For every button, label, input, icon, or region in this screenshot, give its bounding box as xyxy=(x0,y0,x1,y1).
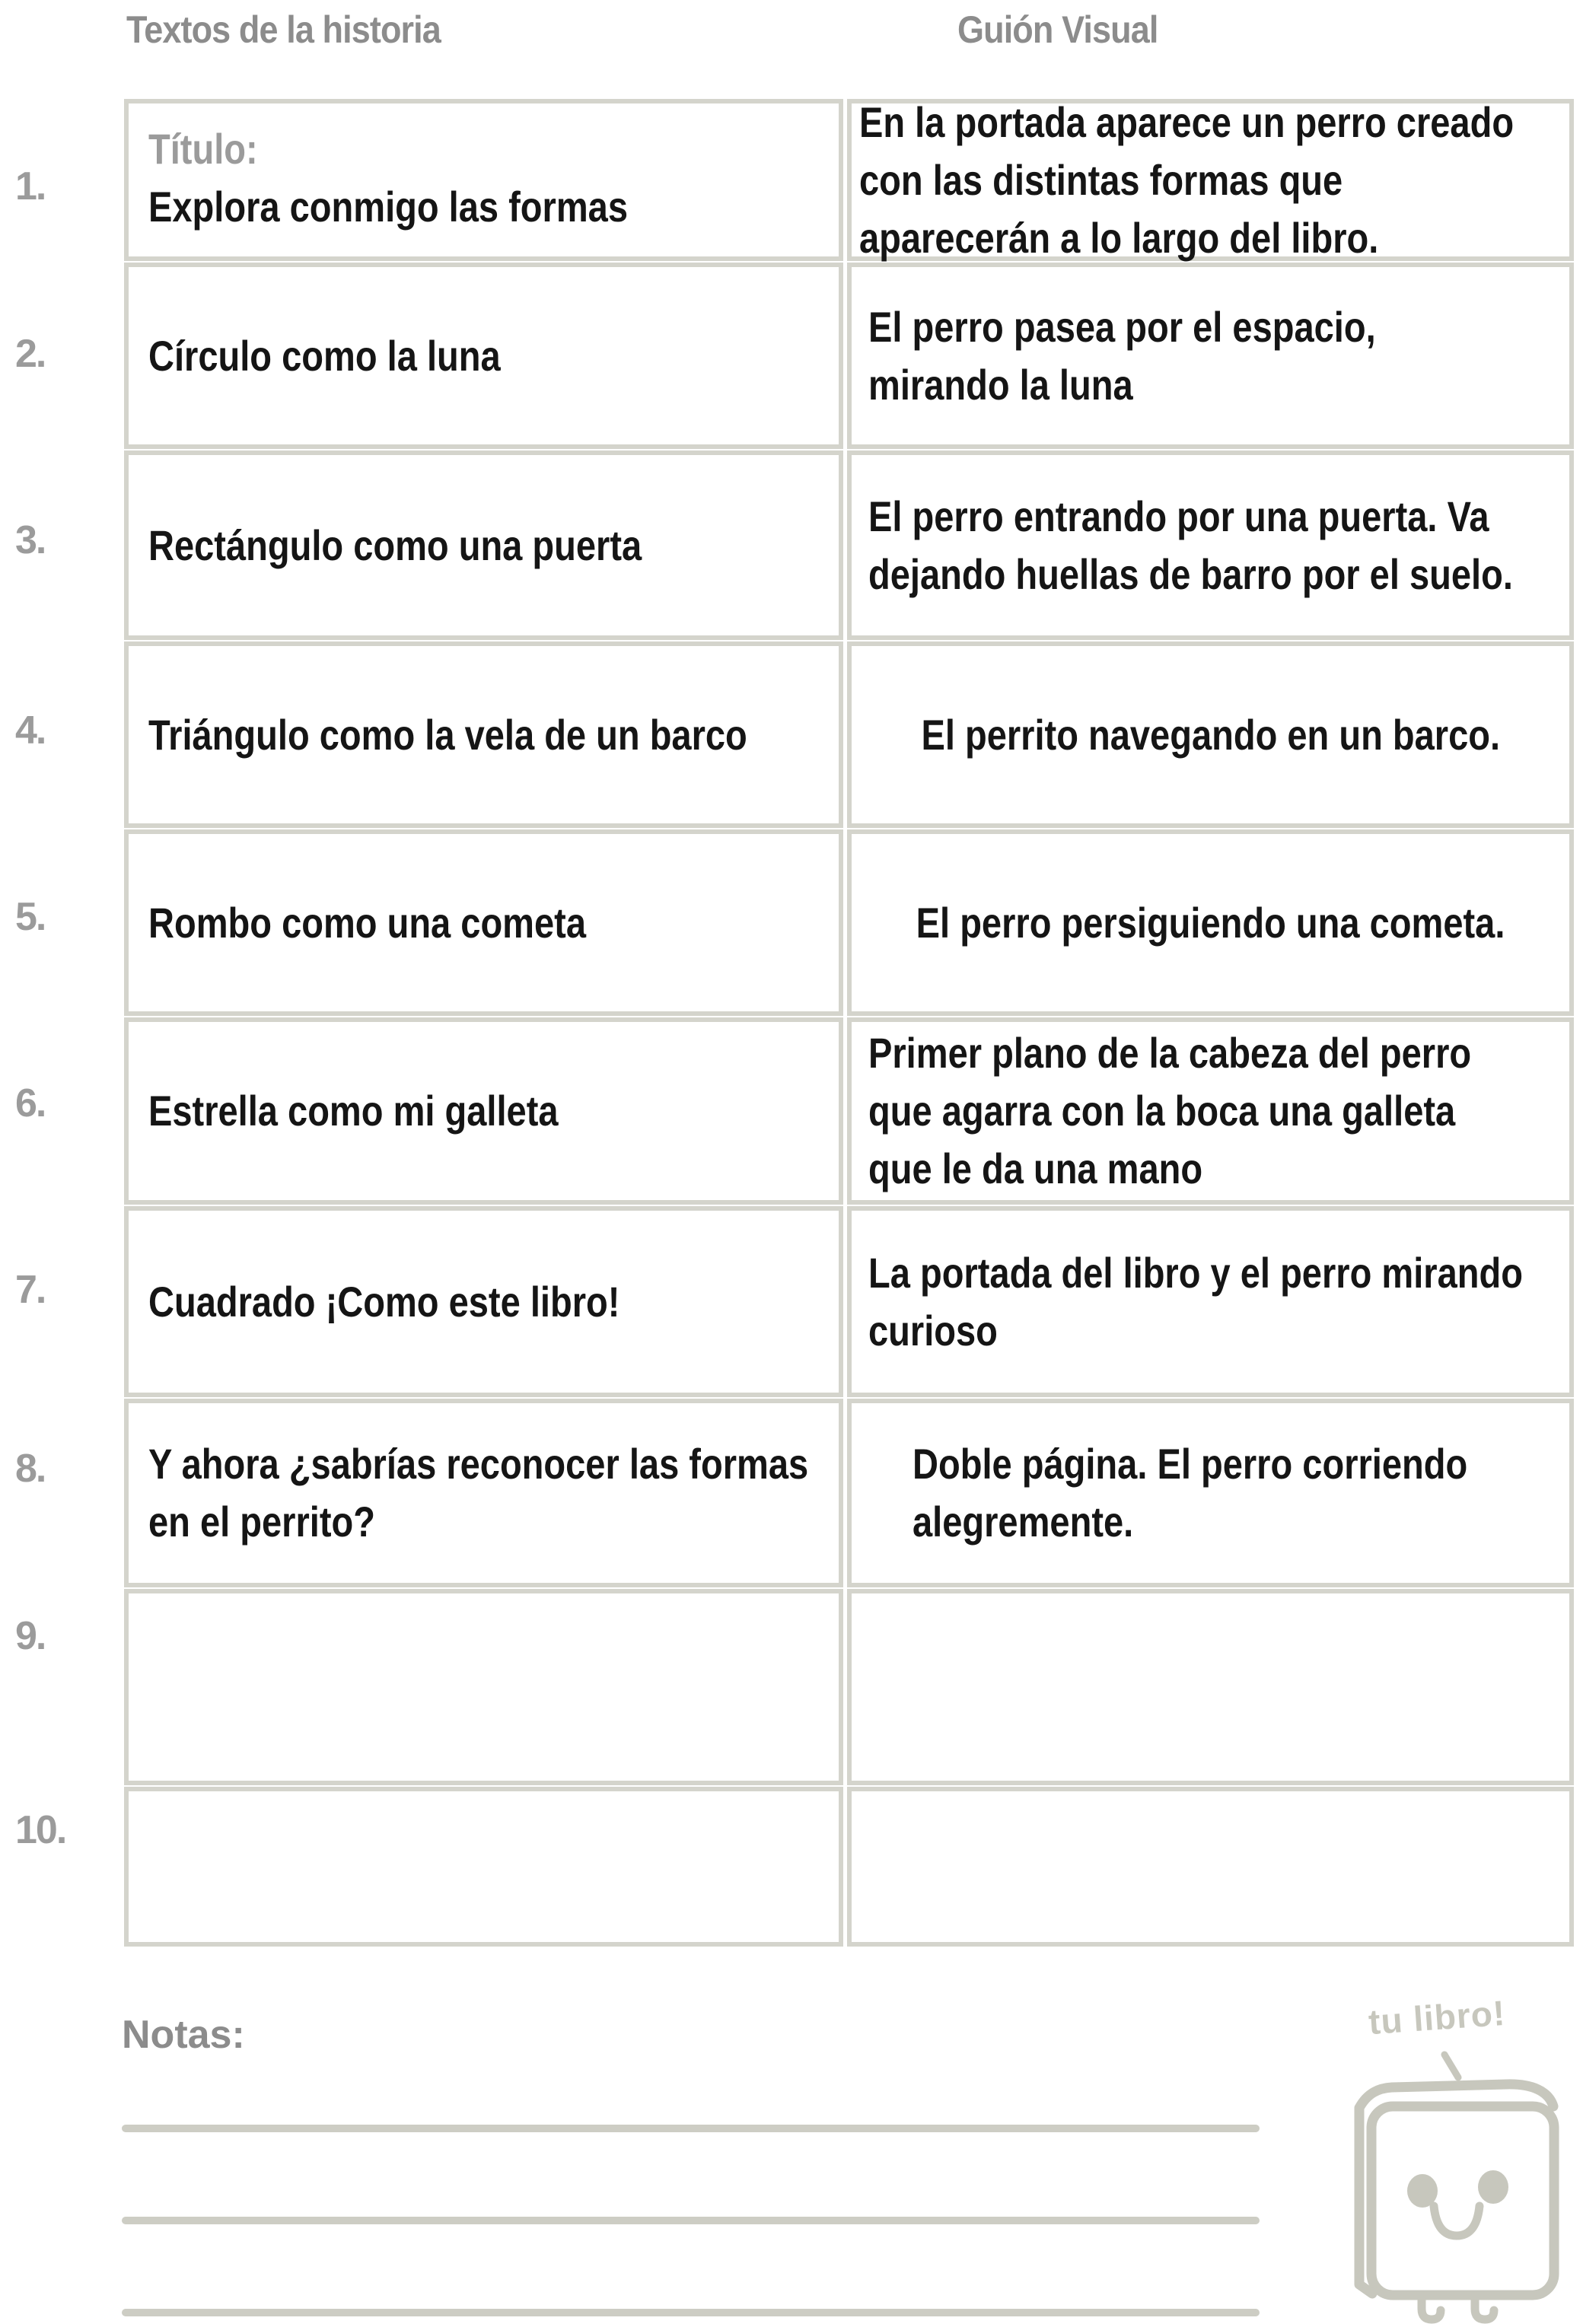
story-text-cell-9 xyxy=(124,1589,843,1785)
visual-script-line: curioso xyxy=(868,1306,998,1355)
visual-script-line: La portada del libro y el perro mirando xyxy=(868,1248,1523,1297)
row-number-6: 6. xyxy=(15,1081,46,1125)
notes-ruled-line xyxy=(122,2125,1260,2132)
book-mascot-icon xyxy=(1336,2039,1583,2324)
visual-script-line: aparecerán a lo largo del libro. xyxy=(859,213,1379,262)
visual-script-line: alegremente. xyxy=(913,1498,1134,1546)
visual-script-line: El perrito navegando en un barco. xyxy=(921,710,1500,759)
story-text-cell-2 xyxy=(124,263,843,449)
visual-script-cell-2 xyxy=(847,263,1574,449)
visual-script-line: dejando huellas de barro por el suelo. xyxy=(868,549,1513,598)
notes-ruled-line xyxy=(122,2217,1260,2224)
storyboard-table xyxy=(124,99,1574,1947)
visual-script-line: Primer plano de la cabeza del perro xyxy=(868,1029,1472,1077)
column-header-visual-script: Guión Visual xyxy=(957,8,1158,51)
visual-script-cell-1 xyxy=(847,99,1574,261)
story-text-line: Explora conmigo las formas xyxy=(148,183,628,231)
column-header-story-texts: Textos de la historia xyxy=(126,8,441,51)
visual-script-line: que le da una mano xyxy=(868,1144,1203,1192)
story-text-cell-3 xyxy=(124,450,843,640)
story-text-cell-1 xyxy=(124,99,843,261)
story-text-cell-5 xyxy=(124,829,843,1016)
visual-script-line: que agarra con la boca una galleta xyxy=(868,1087,1456,1135)
visual-script-line: El perro pasea por el espacio, xyxy=(868,302,1376,351)
visual-script-line: Doble página. El perro corriendo xyxy=(913,1440,1468,1488)
row-number-8: 8. xyxy=(15,1447,46,1491)
story-text-line: Rombo como una cometa xyxy=(148,898,587,947)
story-text-line: Cuadrado ¡Como este libro! xyxy=(148,1277,620,1326)
story-text-cell-6 xyxy=(124,1017,843,1205)
story-text-line: Y ahora ¿sabrías reconocer las formas xyxy=(148,1440,809,1488)
row-number-2: 2. xyxy=(15,332,46,376)
visual-script-line: El perro entrando por una puerta. Va xyxy=(868,492,1489,540)
story-text-line: Círculo como la luna xyxy=(148,331,501,380)
story-text-cell-10 xyxy=(124,1787,843,1947)
row-number-9: 9. xyxy=(15,1614,46,1658)
story-text-cell-4 xyxy=(124,641,843,828)
visual-script-line: El perro persiguiendo una cometa. xyxy=(916,898,1505,947)
visual-script-cell-6 xyxy=(847,1017,1574,1205)
story-text-cell-8 xyxy=(124,1399,843,1587)
row-number-7: 7. xyxy=(15,1268,46,1312)
row-number-10: 10. xyxy=(15,1808,66,1852)
story-text-line: en el perrito? xyxy=(148,1498,375,1546)
story-text-line: Rectángulo como una puerta xyxy=(148,521,642,569)
row-number-1: 1. xyxy=(15,164,46,209)
visual-script-cell-5 xyxy=(847,829,1574,1016)
visual-script-cell-7 xyxy=(847,1206,1574,1397)
visual-script-line: con las distintas formas que xyxy=(859,155,1343,204)
row-number-4: 4. xyxy=(15,708,46,753)
mascot-speech-text: tu libro! xyxy=(1367,1992,1507,2042)
visual-script-cell-8 xyxy=(847,1399,1574,1587)
row-number-5: 5. xyxy=(15,895,46,939)
story-text-line: Triángulo como la vela de un barco xyxy=(148,710,747,759)
notes-label: Notas: xyxy=(122,2013,245,2057)
story-text-line: Estrella como mi galleta xyxy=(148,1087,559,1135)
visual-script-cell-3 xyxy=(847,450,1574,640)
story-text-cell-7 xyxy=(124,1206,843,1397)
visual-script-cell-4 xyxy=(847,641,1574,828)
row-number-3: 3. xyxy=(15,518,46,562)
title-label: Título: xyxy=(148,125,258,173)
visual-script-line: mirando la luna xyxy=(868,360,1133,409)
notes-ruled-line xyxy=(122,2309,1260,2316)
visual-script-cell-9 xyxy=(847,1589,1574,1785)
visual-script-cell-10 xyxy=(847,1787,1574,1947)
visual-script-line: En la portada aparece un perro creado xyxy=(859,97,1515,146)
